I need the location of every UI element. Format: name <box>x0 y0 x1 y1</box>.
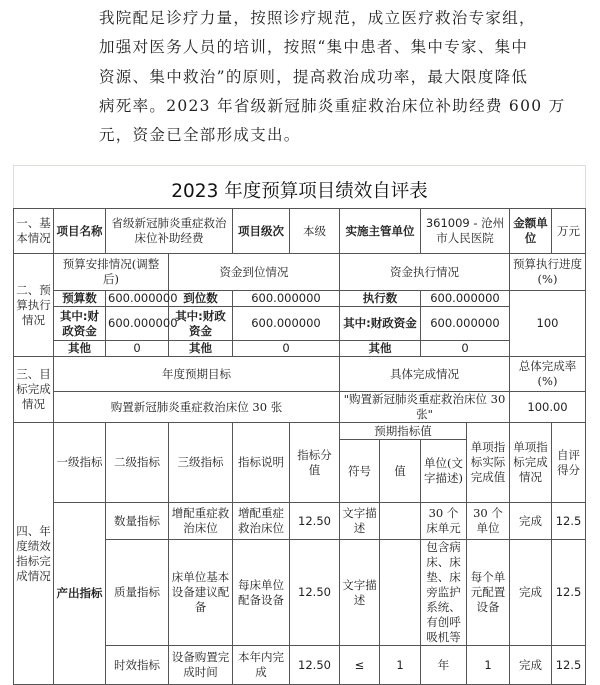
score-value: 12.50 <box>290 503 340 540</box>
value-header: 值 <box>380 440 421 503</box>
unit-value: 包含病床、床垫、床旁监护系统、有创呼吸机等 <box>421 540 467 646</box>
section3-label: 三、目标完成情况 <box>14 357 54 423</box>
level1-output: 产出指标 <box>54 503 106 685</box>
amount-unit-label: 金额单位 <box>510 209 552 254</box>
progress-value: 100 <box>510 291 586 357</box>
status-value: 完成 <box>510 646 552 685</box>
supervisor-value: 361009 - 沧州市人民医院 <box>421 209 510 254</box>
value-value <box>380 540 421 646</box>
exec-label: 其他 <box>340 341 421 357</box>
paragraph-line: 加强对医务人员的培训，按照“集中患者、集中专家、集中 <box>99 38 529 57</box>
table-title: 2023 年度预算项目绩效自评表 <box>171 181 428 202</box>
level3-value: 床单位基本设备建议配备 <box>169 540 233 646</box>
project-name-value: 省级新冠肺炎重症救治床位补助经费 <box>106 209 233 254</box>
project-level-label: 项目级次 <box>233 209 290 254</box>
budget-header: 预算安排情况(调整后) <box>54 254 169 291</box>
funding-header: 资金到位情况 <box>169 254 340 291</box>
section3-value-row <box>14 392 586 423</box>
budget-label: 预算数 <box>54 291 106 307</box>
project-level-value: 本级 <box>290 209 340 254</box>
exec-value: 600.000000 <box>421 291 510 307</box>
execution-header: 资金执行情况 <box>340 254 510 291</box>
score-value-header: 指标分值 <box>290 423 340 503</box>
funding-label: 到位数 <box>169 291 233 307</box>
budget-label: 其他 <box>54 341 106 357</box>
exec-value: 0 <box>421 341 510 357</box>
section3-header-row <box>14 357 586 392</box>
performance-evaluation-table <box>13 208 586 685</box>
funding-value: 600.000000 <box>233 291 340 307</box>
level1-header: 一级指标 <box>54 423 106 503</box>
status-header: 单项指标完成情况 <box>510 423 552 503</box>
section1-row <box>14 209 586 254</box>
level3-value: 设备购置完成时间 <box>169 646 233 685</box>
completion-header: 具体完成情况 <box>340 357 510 392</box>
symbol-value: 文字描述 <box>340 540 380 646</box>
paragraph-line: 元，资金已全部形成支出。 <box>99 126 301 145</box>
budget-value: 0 <box>106 341 169 357</box>
funding-label: 其中:财政资金 <box>169 307 233 341</box>
unit-value: 年 <box>421 646 467 685</box>
symbol-value: ≤ <box>340 646 380 685</box>
intro-paragraph <box>99 4 566 150</box>
expected-header: 预期指标值 <box>340 423 467 440</box>
section4-label: 四、年度绩效指标完成情况 <box>14 423 54 685</box>
level2-header: 二级指标 <box>106 423 169 503</box>
level2-value: 数量指标 <box>106 503 169 540</box>
completion-value: "购置新冠肺炎重症救治床位 30 张" <box>340 392 510 423</box>
funding-label: 其他 <box>169 341 233 357</box>
unit-header: 单位(文字描述) <box>421 440 467 503</box>
self-score-value: 12.5 <box>552 646 586 685</box>
rate-value: 100.00 <box>510 392 586 423</box>
section2-label: 二、预算执行情况 <box>14 254 54 357</box>
section2-header-row <box>14 254 586 291</box>
status-value: 完成 <box>510 540 552 646</box>
section4-header-row <box>14 423 586 440</box>
funding-value: 600.000000 <box>233 307 340 341</box>
budget-value: 600.000000 <box>106 291 169 307</box>
level2-value: 质量指标 <box>106 540 169 646</box>
paragraph-line: 我院配足诊疗力量，按照诊疗规范，成立医疗救治专家组， <box>99 9 536 27</box>
supervisor-label: 实施主管单位 <box>340 209 421 254</box>
exec-label: 执行数 <box>340 291 421 307</box>
self-score-value: 12.5 <box>552 503 586 540</box>
score-value: 12.50 <box>290 646 340 685</box>
goal-header: 年度预期目标 <box>54 357 340 392</box>
description-value: 增配重症救治床位 <box>233 503 290 540</box>
budget-label: 其中:财政资金 <box>54 307 106 341</box>
section2-row <box>14 307 586 341</box>
goal-value: 购置新冠肺炎重症救治床位 30 张 <box>54 392 340 423</box>
budget-value: 600.000000 <box>106 307 169 341</box>
value-value <box>380 503 421 540</box>
actual-value: 1 <box>467 646 510 685</box>
section2-row <box>14 341 586 357</box>
description-value: 每床单位配备设备 <box>233 540 290 646</box>
rate-header: 总体完成率(%) <box>510 357 586 392</box>
description-header: 指标说明 <box>233 423 290 503</box>
score-value: 12.50 <box>290 540 340 646</box>
description-value: 本年内完成 <box>233 646 290 685</box>
exec-value: 600.000000 <box>421 307 510 341</box>
section2-row <box>14 291 586 307</box>
section1-label: 一、基本情况 <box>14 209 54 254</box>
symbol-header: 符号 <box>340 440 380 503</box>
status-value: 完成 <box>510 503 552 540</box>
indicator-row <box>14 503 586 540</box>
actual-header: 单项指标实际完成值 <box>467 423 510 503</box>
level2-value: 时效指标 <box>106 646 169 685</box>
project-name-label: 项目名称 <box>54 209 106 254</box>
amount-unit-value: 万元 <box>552 209 586 254</box>
self-score-value: 12.5 <box>552 540 586 646</box>
exec-label: 其中:财政资金 <box>340 307 421 341</box>
table-title-box <box>13 165 586 208</box>
actual-value: 30 个单位 <box>467 503 510 540</box>
level3-value: 增配重症救治床位 <box>169 503 233 540</box>
funding-value: 0 <box>233 341 340 357</box>
level3-header: 三级指标 <box>169 423 233 503</box>
progress-header: 预算执行进度(%) <box>510 254 586 291</box>
value-value: 1 <box>380 646 421 685</box>
actual-value: 每个单元配置设备 <box>467 540 510 646</box>
symbol-value: 文字描述 <box>340 503 380 540</box>
paragraph-line: 病死率。2023 年省级新冠肺炎重症救治床位补助经费 600 万 <box>99 96 566 115</box>
self-score-header: 自评得分 <box>552 423 586 503</box>
paragraph-line: 资源、集中救治”的原则，提高救治成功率，最大限度降低 <box>99 67 529 86</box>
unit-value: 30 个床单元 <box>421 503 467 540</box>
